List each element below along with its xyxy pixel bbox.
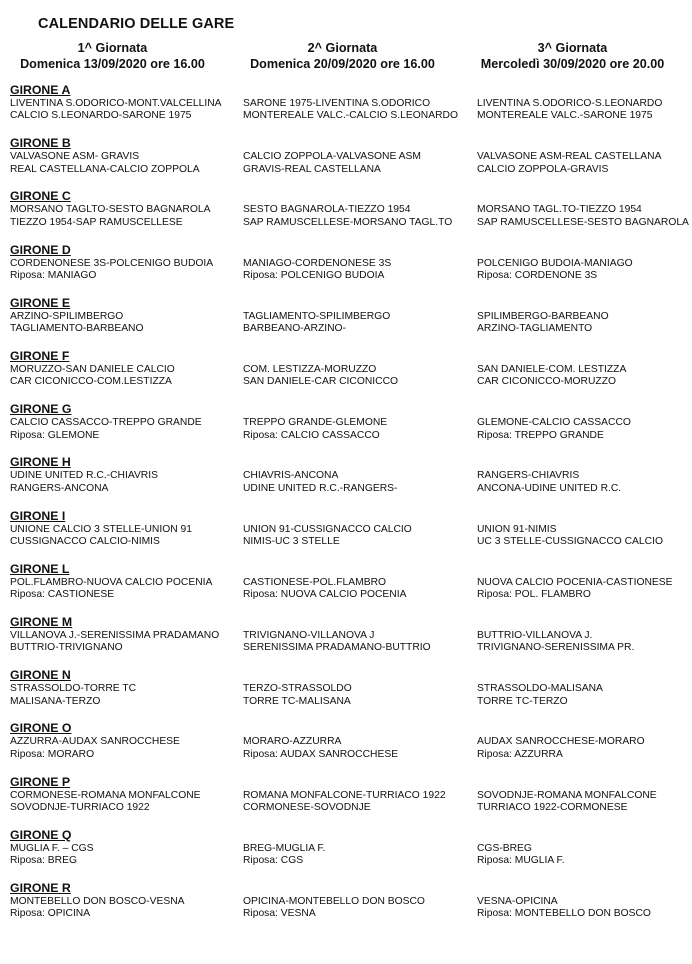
match-cell-day-3: ARZINO-TAGLIAMENTO [477, 323, 593, 335]
girone-title: GIRONE F [10, 349, 70, 363]
match-row [10, 696, 692, 708]
match-row [10, 258, 692, 270]
match-cell-day-1: CALCIO CASSACCO-TREPPO GRANDE [10, 417, 202, 429]
match-cell-day-3: Riposa: CORDENONE 3S [477, 269, 598, 281]
day-header-1 [10, 40, 215, 72]
match-cell-day-2: MONTEREALE VALC.-CALCIO S.LEONARDO [243, 110, 458, 122]
match-row [10, 683, 692, 695]
match-cell-day-3: VALVASONE ASM-REAL CASTELLANA [477, 151, 662, 163]
match-cell-day-2: TORRE TC-MALISANA [243, 695, 351, 707]
match-cell-day-3: SAN DANIELE-COM. LESTIZZA [477, 364, 627, 375]
match-cell-day-3: POLCENIGO BUDOIA-MANIAGO [477, 257, 633, 269]
match-cell-day-3: AUDAX SANROCCHESE-MORARO [477, 736, 645, 748]
match-cell-day-3: MONTEREALE VALC.-SARONE 1975 [477, 110, 653, 122]
match-row [10, 749, 692, 761]
match-cell-day-3: UNION 91-NIMIS [477, 523, 557, 535]
match-cell-day-2: Riposa: CALCIO CASSACCO [243, 429, 380, 441]
girone-block [10, 402, 692, 442]
match-row [10, 151, 692, 163]
girone-block [10, 828, 692, 868]
match-row [10, 98, 692, 110]
match-cell-day-3: CGS-BREG [477, 842, 532, 854]
match-cell-day-3: Riposa: AZZURRA [477, 748, 563, 760]
match-cell-day-3: CAR CICONICCO-MORUZZO [477, 376, 616, 388]
page-title: CALENDARIO DELLE GARE [38, 16, 235, 32]
match-row [10, 802, 692, 814]
match-cell-day-1: LIVENTINA S.ODORICO-MONT.VALCELLINA [10, 98, 222, 109]
girone-block [10, 243, 692, 283]
match-cell-day-2: Riposa: POLCENIGO BUDOIA [243, 269, 385, 281]
match-cell-day-1: MUGLIA F. – CGS [10, 842, 94, 854]
match-cell-day-1: SOVODNJE-TURRIACO 1922 [10, 801, 150, 813]
day-label: 1^ Giornata [77, 41, 148, 55]
match-cell-day-2: TERZO-STRASSOLDO [243, 683, 352, 695]
match-cell-day-3: TRIVIGNANO-SERENISSIMA PR. [477, 642, 635, 654]
match-cell-day-1: CUSSIGNACCO CALCIO-NIMIS [10, 535, 160, 547]
girone-title: GIRONE A [10, 83, 71, 97]
match-row [10, 790, 692, 802]
match-row [10, 536, 692, 548]
girone-block [10, 136, 692, 176]
match-cell-day-1: TAGLIAMENTO-BARBEANO [10, 323, 144, 335]
match-cell-day-1: REAL CASTELLANA-CALCIO ZOPPOLA [10, 163, 200, 175]
match-cell-day-2: BARBEANO-ARZINO- [243, 323, 346, 335]
day-header-2 [240, 40, 445, 72]
match-row [10, 164, 692, 176]
girone-block [10, 668, 692, 708]
match-cell-day-3: TORRE TC-TERZO [477, 695, 568, 707]
match-cell-day-3: Riposa: TREPPO GRANDE [477, 429, 604, 441]
day-label: 3^ Giornata [537, 41, 608, 55]
match-cell-day-3: CALCIO ZOPPOLA-GRAVIS [477, 163, 609, 175]
match-cell-day-3: ANCONA-UDINE UNITED R.C. [477, 482, 622, 494]
girone-title: GIRONE H [10, 455, 71, 470]
match-cell-day-2: Riposa: NUOVA CALCIO POCENIA [243, 589, 407, 601]
match-cell-day-2: CHIAVRIS-ANCONA [243, 470, 339, 482]
match-cell-day-1: BUTTRIO-TRIVIGNANO [10, 642, 123, 654]
match-cell-day-2: SARONE 1975-LIVENTINA S.ODORICO [243, 98, 431, 109]
girone-title: GIRONE I [10, 508, 66, 523]
match-cell-day-2: ROMANA MONFALCONE-TURRIACO 1922 [243, 789, 446, 801]
match-cell-day-2: UNION 91-CUSSIGNACCO CALCIO [243, 523, 412, 535]
match-cell-day-3: MORSANO TAGL.TO-TIEZZO 1954 [477, 204, 642, 216]
match-cell-day-1: AZZURRA-AUDAX SANROCCHESE [10, 736, 180, 748]
girone-block [10, 189, 692, 229]
match-cell-day-2: SERENISSIMA PRADAMANO-BUTTRIO [243, 642, 431, 654]
match-cell-day-2: GRAVIS-REAL CASTELLANA [243, 163, 381, 175]
girone-block [10, 509, 692, 549]
match-cell-day-3: SAP RAMUSCELLESE-SESTO BAGNAROLA [477, 216, 689, 228]
match-cell-day-3: SOVODNJE-ROMANA MONFALCONE [477, 789, 657, 801]
match-row [10, 217, 692, 229]
match-cell-day-1: TIEZZO 1954-SAP RAMUSCELLESE [10, 216, 183, 228]
match-cell-day-1: Riposa: GLEMONE [10, 429, 100, 441]
match-row [10, 110, 692, 122]
girone-title: GIRONE P [10, 774, 71, 789]
match-cell-day-3: Riposa: MUGLIA F. [477, 855, 565, 867]
match-cell-day-2: OPICINA-MONTEBELLO DON BOSCO [243, 896, 425, 907]
match-cell-day-1: UNIONE CALCIO 3 STELLE-UNION 91 [10, 523, 192, 535]
match-cell-day-2: TRIVIGNANO-VILLANOVA J [243, 630, 375, 641]
match-cell-day-3: BUTTRIO-VILLANOVA J. [477, 630, 593, 641]
day-header-3 [470, 40, 675, 72]
match-cell-day-3: VESNA-OPICINA [477, 896, 558, 907]
match-cell-day-2: SAN DANIELE-CAR CICONICCO [243, 376, 399, 388]
match-cell-day-1: STRASSOLDO-TORRE TC [10, 683, 137, 695]
match-cell-day-1: CAR CICONICCO-COM.LESTIZZA [10, 376, 172, 388]
match-row [10, 589, 692, 601]
girone-title: GIRONE Q [10, 827, 72, 842]
match-row [10, 896, 692, 908]
match-row [10, 364, 692, 376]
girone-title: GIRONE C [10, 189, 71, 204]
match-row [10, 577, 692, 589]
day-date: Domenica 20/09/2020 ore 16.00 [250, 57, 435, 71]
match-cell-day-1: ARZINO-SPILIMBERGO [10, 310, 124, 322]
match-row [10, 323, 692, 335]
girone-block [10, 881, 692, 921]
match-row [10, 483, 692, 495]
match-cell-day-1: VALVASONE ASM- GRAVIS [10, 151, 140, 163]
match-cell-day-3: NUOVA CALCIO POCENIA-CASTIONESE [477, 576, 673, 588]
girone-block [10, 615, 692, 655]
match-row [10, 855, 692, 867]
match-cell-day-2: SAP RAMUSCELLESE-MORSANO TAGL.TO [243, 216, 453, 228]
girone-block [10, 562, 692, 602]
match-row [10, 524, 692, 536]
match-cell-day-3: UC 3 STELLE-CUSSIGNACCO CALCIO [477, 535, 663, 547]
match-cell-day-2: SESTO BAGNAROLA-TIEZZO 1954 [243, 204, 411, 216]
match-cell-day-2: BREG-MUGLIA F. [243, 842, 326, 854]
match-row [10, 311, 692, 323]
girone-title: GIRONE L [10, 561, 70, 576]
match-cell-day-3: TURRIACO 1922-CORMONESE [477, 801, 628, 813]
match-row [10, 470, 692, 482]
match-row [10, 204, 692, 216]
match-cell-day-3: RANGERS-CHIAVRIS [477, 470, 580, 482]
match-row [10, 270, 692, 282]
match-row [10, 908, 692, 920]
match-cell-day-2: CORMONESE-SOVODNJE [243, 801, 371, 813]
match-cell-day-1: POL.FLAMBRO-NUOVA CALCIO POCENIA [10, 576, 213, 588]
match-cell-day-2: MANIAGO-CORDENONESE 3S [243, 257, 392, 269]
girone-title: GIRONE E [10, 295, 71, 310]
match-cell-day-1: MALISANA-TERZO [10, 695, 101, 707]
match-cell-day-2: COM. LESTIZZA-MORUZZO [243, 364, 377, 375]
match-cell-day-2: NIMIS-UC 3 STELLE [243, 535, 340, 547]
girone-title: GIRONE B [10, 136, 71, 151]
girone-title: GIRONE D [10, 242, 71, 257]
girone-title: GIRONE M [10, 615, 73, 629]
match-row [10, 736, 692, 748]
match-cell-day-1: CORMONESE-ROMANA MONFALCONE [10, 789, 201, 801]
match-cell-day-1: Riposa: MANIAGO [10, 269, 97, 281]
match-row [10, 430, 692, 442]
match-cell-day-1: Riposa: MORARO [10, 748, 95, 760]
match-cell-day-2: TREPPO GRANDE-GLEMONE [243, 417, 388, 429]
match-cell-day-3: STRASSOLDO-MALISANA [477, 683, 603, 695]
match-cell-day-1: MONTEBELLO DON BOSCO-VESNA [10, 896, 185, 907]
match-cell-day-1: CORDENONESE 3S-POLCENIGO BUDOIA [10, 257, 214, 269]
match-cell-day-3: Riposa: MONTEBELLO DON BOSCO [477, 908, 651, 920]
match-row [10, 642, 692, 654]
match-cell-day-3: Riposa: POL. FLAMBRO [477, 589, 591, 601]
girone-title: GIRONE R [10, 881, 71, 895]
match-cell-day-1: Riposa: BREG [10, 855, 77, 867]
match-cell-day-2: UDINE UNITED R.C.-RANGERS- [243, 482, 398, 494]
match-cell-day-1: RANGERS-ANCONA [10, 482, 109, 494]
girone-block [10, 775, 692, 815]
match-cell-day-1: CALCIO S.LEONARDO-SARONE 1975 [10, 110, 192, 122]
girone-block [10, 721, 692, 761]
match-cell-day-1: UDINE UNITED R.C.-CHIAVRIS [10, 470, 158, 482]
girone-block [10, 349, 692, 389]
match-cell-day-3: SPILIMBERGO-BARBEANO [477, 310, 609, 322]
girone-block [10, 296, 692, 336]
day-date: Domenica 13/09/2020 ore 16.00 [20, 57, 205, 71]
match-row [10, 843, 692, 855]
girone-title: GIRONE G [10, 402, 72, 417]
girone-block [10, 83, 692, 123]
match-row [10, 417, 692, 429]
match-row [10, 630, 692, 642]
match-cell-day-3: GLEMONE-CALCIO CASSACCO [477, 417, 631, 429]
match-cell-day-2: CASTIONESE-POL.FLAMBRO [243, 576, 387, 588]
match-cell-day-1: VILLANOVA J.-SERENISSIMA PRADAMANO [10, 630, 220, 641]
girone-block [10, 455, 692, 495]
match-cell-day-3: LIVENTINA S.ODORICO-S.LEONARDO [477, 98, 663, 109]
match-cell-day-1: Riposa: CASTIONESE [10, 589, 115, 601]
match-cell-day-2: Riposa: CGS [243, 855, 304, 867]
girone-title: GIRONE N [10, 668, 71, 683]
day-date: Mercoledì 30/09/2020 ore 20.00 [480, 57, 665, 71]
match-cell-day-2: Riposa: VESNA [243, 908, 316, 920]
match-cell-day-2: TAGLIAMENTO-SPILIMBERGO [243, 310, 391, 322]
match-row [10, 376, 692, 388]
match-cell-day-1: Riposa: OPICINA [10, 908, 91, 920]
girone-title: GIRONE O [10, 721, 72, 736]
match-cell-day-1: MORUZZO-SAN DANIELE CALCIO [10, 364, 175, 375]
match-cell-day-1: MORSANO TAGLTO-SESTO BAGNAROLA [10, 204, 211, 216]
match-cell-day-2: CALCIO ZOPPOLA-VALVASONE ASM [243, 151, 421, 163]
day-label: 2^ Giornata [307, 41, 378, 55]
match-cell-day-2: MORARO-AZZURRA [243, 736, 342, 748]
match-cell-day-2: Riposa: AUDAX SANROCCHESE [243, 748, 399, 760]
